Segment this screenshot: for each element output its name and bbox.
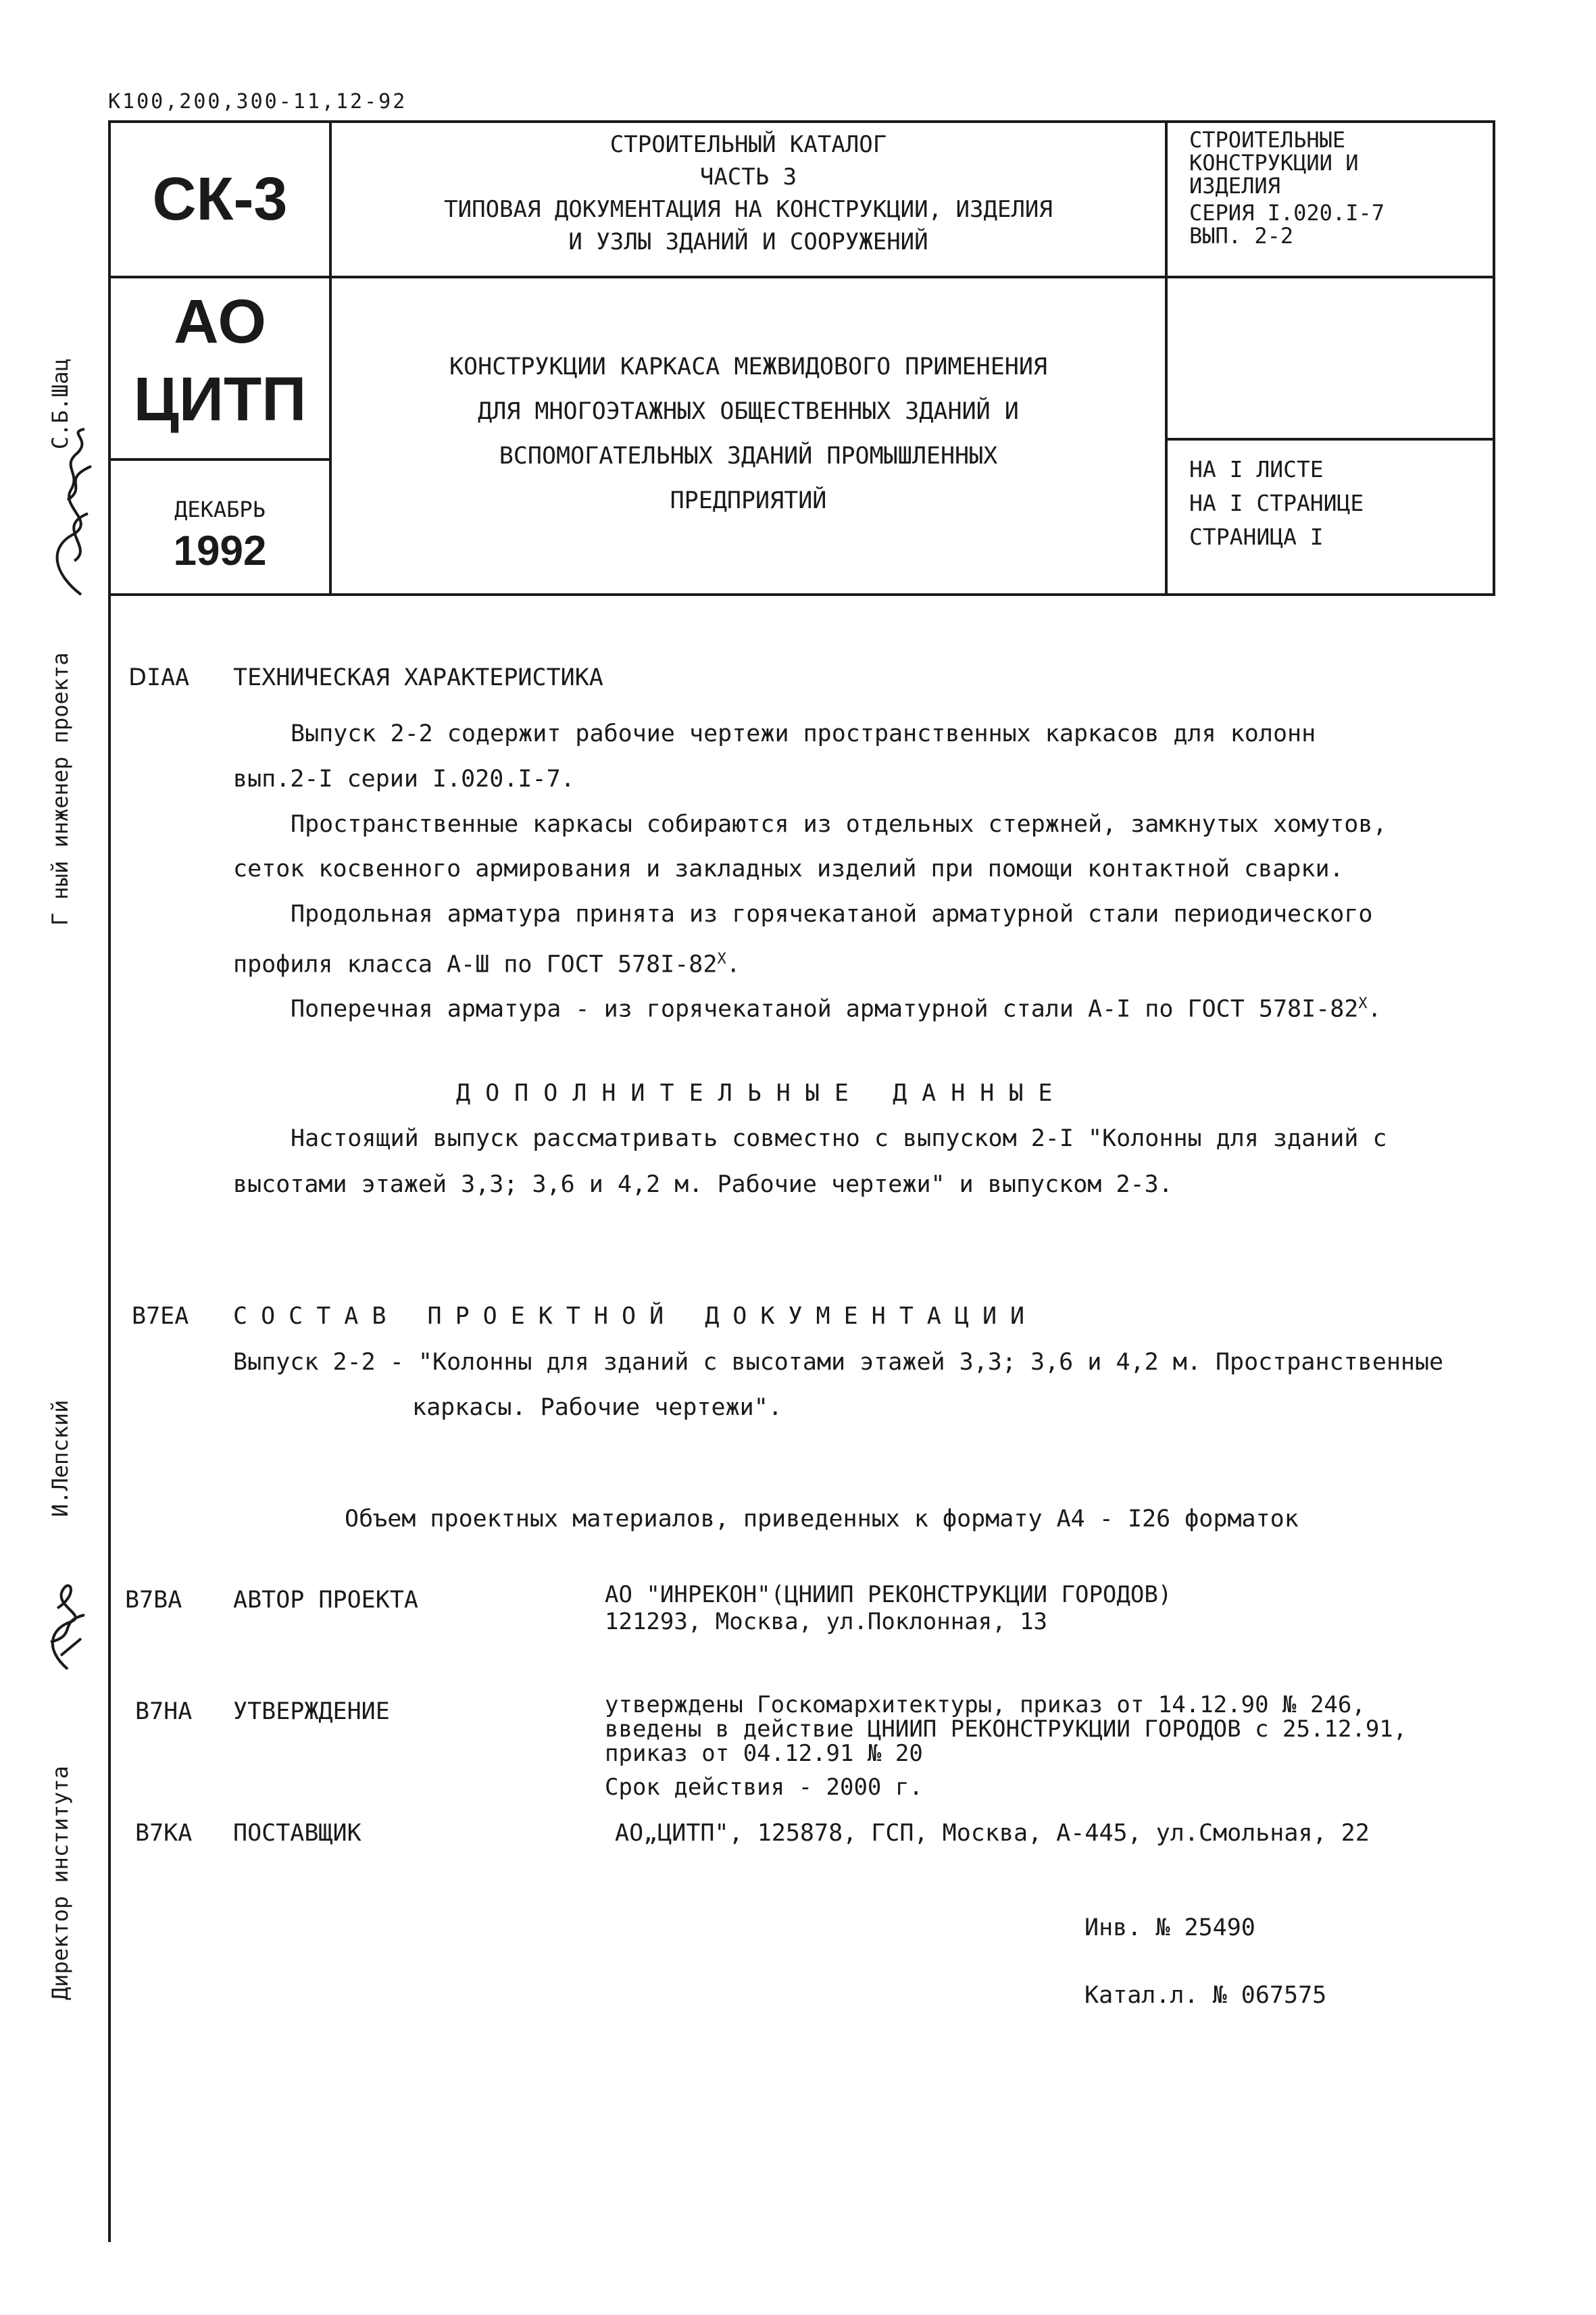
document-code: К100,200,300-11,12-92 (108, 90, 407, 114)
side-text-director: Директор института (47, 1766, 73, 2000)
title-line: ПРЕДПРИЯТИЙ (670, 487, 827, 514)
tech-p1-line2: вып.2-I серии I.020.I-7. (233, 766, 575, 793)
sheet-line: НА I ЛИСТЕ (1189, 456, 1324, 482)
tech-p4-sup: Х (1358, 995, 1368, 1012)
title-line: ВСПОМОГАТЕЛЬНЫХ ЗДАНИЙ ПРОМЫШЛЕННЫХ (499, 443, 998, 470)
volume-line: Объем проектных материалов, приведенных к формату А4 - I26 форматок (345, 1505, 1299, 1533)
approval-label: УТВЕРЖДЕНИЕ (233, 1698, 390, 1725)
frame-right (1493, 120, 1495, 596)
tech-p2-line1: Пространственные каркасы собираются из отдельных стержней, замкнутых хомутов, (291, 811, 1387, 838)
author-line: АО "ИНРЕКОН"(ЦНИИП РЕКОНСТРУКЦИИ ГОРОДОВ) (605, 1581, 1172, 1608)
row-divider-2-left (108, 458, 331, 461)
section-block (1189, 128, 1487, 247)
supplier-label: ПОСТАВЩИК (233, 1820, 361, 1847)
additional-heading: ДОПОЛНИТЕЛЬНЫЕ ДАННЫЕ (456, 1080, 1068, 1107)
tech-p3-sup: Х (717, 951, 726, 968)
author-code: В7ВА (125, 1587, 182, 1614)
signature-top (34, 426, 108, 601)
tech-p3-text: профиля класса А-Ш по ГОСТ 578I-82 (233, 951, 718, 978)
side-text-shatz: С.Б.Шац (47, 358, 73, 449)
composition-code: В7ЕА (132, 1303, 189, 1330)
approval-line: введены в действие ЦНИИП РЕКОНСТРУКЦИИ ГОРОДОВ с 25.12.91, (605, 1716, 1407, 1743)
catalog-block (332, 128, 1165, 258)
author-line: 121293, Москва, ул.Поклонная, 13 (605, 1608, 1048, 1635)
tech-p4-text: Поперечная арматура - из горячекатаной арматурной стали А-I по ГОСТ 578I-82 (291, 995, 1359, 1023)
tech-code: ⅮIAA (128, 664, 190, 691)
catalog-line: И УЗЛЫ ЗДАНИЙ И СООРУЖЕНИЙ (568, 228, 928, 255)
sheet-line: НА I СТРАНИЦЕ (1189, 490, 1364, 516)
col-divider-2 (1165, 120, 1168, 596)
composition-heading: СОСТАВ ПРОЕКТНОЙ ДОКУМЕНТАЦИИ (233, 1303, 1039, 1330)
supplier-details: АО„ЦИТП", 125878, ГСП, Москва, А-445, ул.Смольная, 22 (615, 1820, 1370, 1847)
row-divider-1 (108, 276, 1495, 278)
tech-heading: ТЕХНИЧЕСКАЯ ХАРАКТЕРИСТИКА (233, 664, 603, 691)
tech-p2-line2: сеток косвенного армирования и закладных изделий при помощи контактной сварки. (233, 855, 1344, 882)
section-line: ВЫП. 2-2 (1189, 223, 1294, 249)
title-line: КОНСТРУКЦИИ КАРКАСА МЕЖВИДОВОГО ПРИМЕНЕНИЯ (449, 353, 1047, 380)
section-line: ИЗДЕЛИЯ (1189, 173, 1280, 199)
frame-left (108, 120, 111, 2242)
tech-p3-line1: Продольная арматура принята из горячекатаной арматурной стали периодического (291, 901, 1373, 928)
composition-line2: каркасы. Рабочие чертежи". (412, 1394, 782, 1421)
section-line: КОНСТРУКЦИИ И (1189, 150, 1359, 176)
section-line: СТРОИТЕЛЬНЫЕ (1189, 127, 1346, 153)
tech-p1-line1: Выпуск 2-2 содержит рабочие чертежи пространственных каркасов для колонн (291, 720, 1316, 747)
month-label: ДЕКАБРЬ (174, 497, 266, 522)
author-details (605, 1581, 1172, 1635)
sheet-line: СТРАНИЦА I (1189, 524, 1324, 550)
author-label: АВТОР ПРОЕКТА (233, 1587, 418, 1614)
title-block (332, 345, 1165, 523)
additional-line1: Настоящий выпуск рассматривать совместно с выпуском 2-I "Колонны для зданий с (291, 1125, 1387, 1152)
citp-label: ЦИТП (133, 365, 307, 434)
approval-line: приказ от 04.12.91 № 20 (605, 1740, 923, 1767)
frame-top (108, 120, 1495, 123)
signature-middle (30, 1574, 98, 1676)
header-bottom-line (108, 593, 1495, 596)
additional-line2: высотами этажей 3,3; 3,6 и 4,2 м. Рабочие чертежи" и выпуском 2-3. (233, 1171, 1173, 1198)
sk3-label: СК-3 (152, 166, 288, 233)
approval-details (605, 1693, 1407, 1799)
title-line: ДЛЯ МНОГОЭТАЖНЫХ ОБЩЕСТВЕННЫХ ЗДАНИЙ И (478, 398, 1019, 425)
catalog-line: ЧАСТЬ 3 (699, 164, 797, 191)
tech-p4: Поперечная арматура - из горячекатаной арматурной стали А-I по ГОСТ $578I-82^Х$. (291, 995, 1382, 1023)
composition-line1: Выпуск 2-2 - "Колонны для зданий с высотами этажей 3,3; 3,6 и 4,2 м. Пространственные (233, 1349, 1444, 1376)
side-text-lepsky: И.Лепский (47, 1399, 73, 1517)
approval-code: В7НА (135, 1698, 193, 1725)
row-divider-2-right (1165, 438, 1495, 441)
catalog-line: СТРОИТЕЛЬНЫЙ КАТАЛОГ (609, 131, 887, 158)
catalog-number: Катал.л. № 067575 (1084, 1982, 1327, 2009)
supplier-code: В7КА (135, 1820, 193, 1847)
approval-line: Срок действия - 2000 г. (605, 1774, 923, 1801)
inventory-number: Инв. № 25490 (1084, 1914, 1255, 1941)
sheet-info (1189, 453, 1487, 554)
ao-label: АО (174, 287, 266, 356)
tech-p3-line2: профиля класса А-Ш по ГОСТ $578I-82^Х$. (233, 951, 741, 978)
side-text-engineer: Г ный инженер проекта (47, 652, 73, 926)
year-label: 1992 (173, 528, 267, 574)
approval-line: утверждены Госкомархитектуры, приказ от 14.12.90 № 246, (605, 1691, 1366, 1718)
catalog-line: ТИПОВАЯ ДОКУМЕНТАЦИЯ НА КОНСТРУКЦИИ, ИЗДЕЛИЯ (444, 196, 1053, 223)
section-line: СЕРИЯ I.020.I-7 (1189, 200, 1385, 226)
